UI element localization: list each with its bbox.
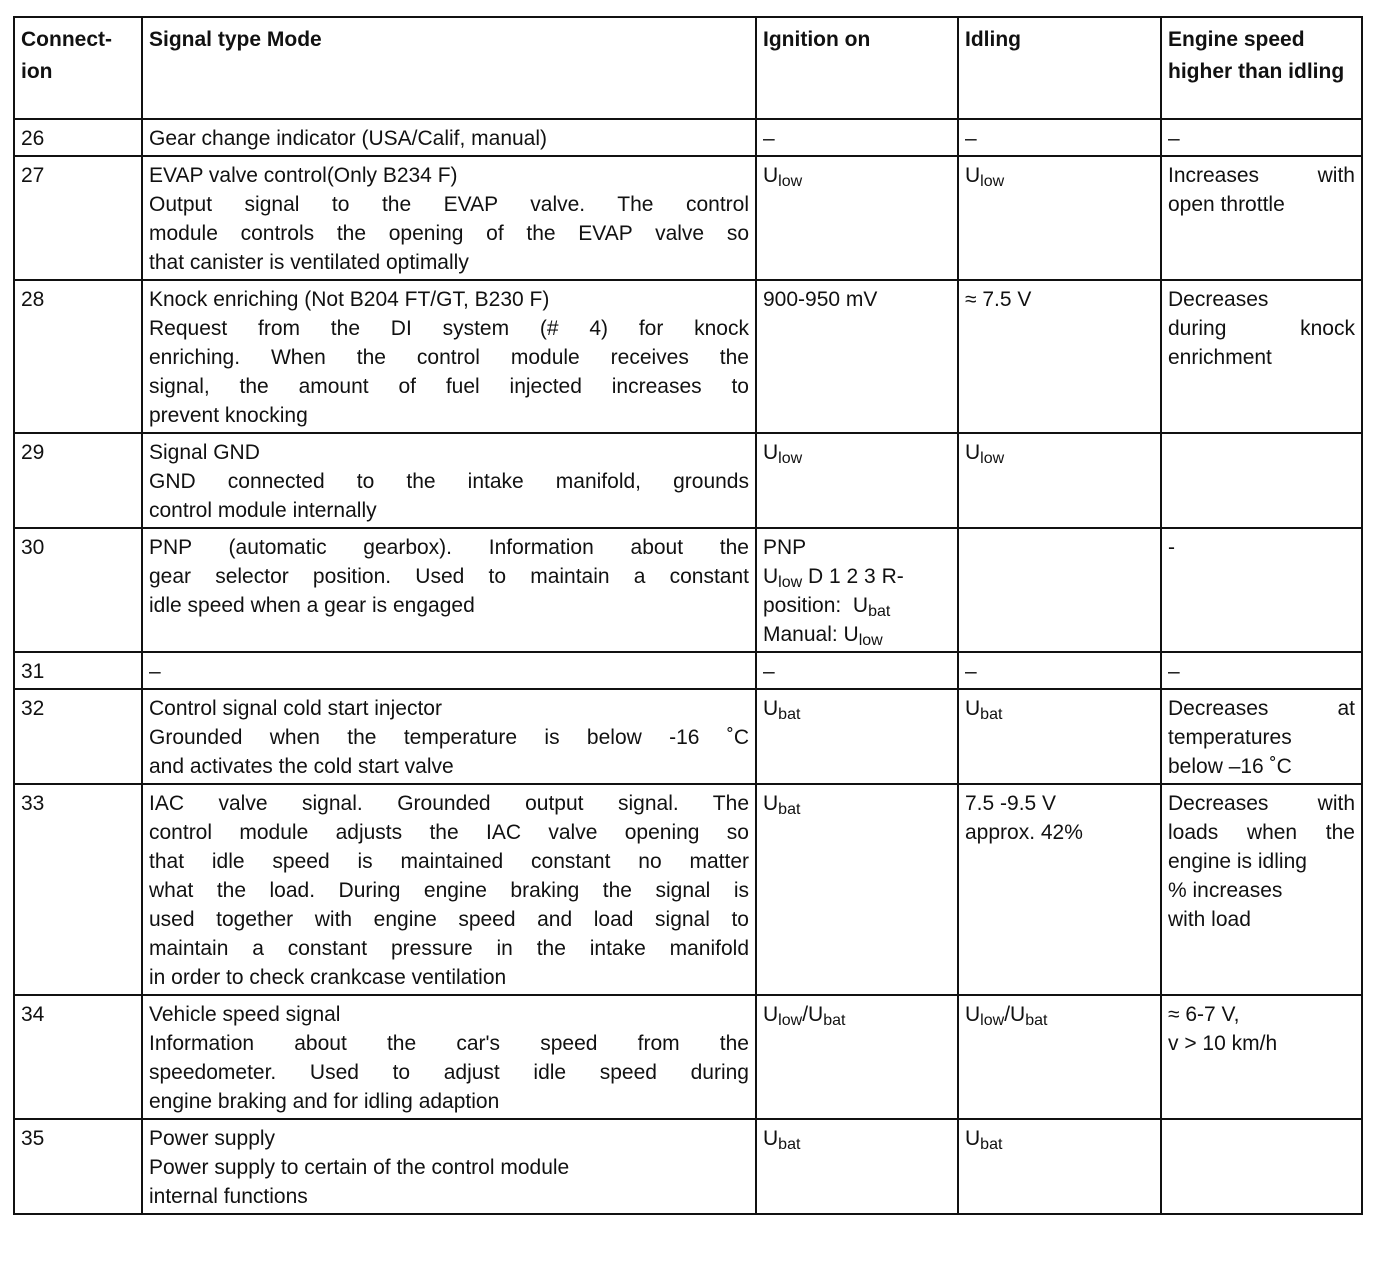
idling-cell: $U_{low}$ bbox=[958, 156, 1161, 280]
signal-description-cell: Control signal cold start injector Grounded when the temperature is below -16 ˚C and activates the cold start valve bbox=[142, 689, 756, 784]
connection-cell: 31 bbox=[14, 652, 142, 689]
table-row bbox=[14, 784, 1362, 995]
engine-speed-cell: – bbox=[1161, 652, 1362, 689]
connection-cell: 28 bbox=[14, 280, 142, 433]
header-connection: Connect- ion bbox=[14, 17, 142, 119]
table-row bbox=[14, 528, 1362, 652]
connection-cell: 30 bbox=[14, 528, 142, 652]
signal-description-cell: EVAP valve control(Only B234 F) Output signal to the EVAP valve. The control module controls the opening of the EVAP valve so that canister is ventilated optimally bbox=[142, 156, 756, 280]
ignition-on-cell: $U_{bat}$ bbox=[756, 784, 958, 995]
ignition-on-cell: $U_{low}$ bbox=[756, 156, 958, 280]
table-row bbox=[14, 156, 1362, 280]
signal-description-cell: IAC valve signal. Grounded output signal. The control module adjusts the IAC valve opening so that idle speed is maintained constant no matter what the load. During engine braking the signal is used together with engine speed and load signal to maintain a constant pressure in the intake manifold in order to check crankcase ventilation bbox=[142, 784, 756, 995]
idling-cell: 7.5 -9.5 V approx. 42% bbox=[958, 784, 1161, 995]
engine-speed-cell: - bbox=[1161, 528, 1362, 652]
idling-cell: – bbox=[958, 652, 1161, 689]
table-row bbox=[14, 995, 1362, 1119]
ignition-on-cell: $U_{low}$ bbox=[756, 433, 958, 528]
ignition-on-cell: $U_{bat}$ bbox=[756, 1119, 958, 1214]
ignition-on-cell: 900-950 mV bbox=[756, 280, 958, 433]
idling-cell bbox=[958, 528, 1161, 652]
idling-cell: $U_{low}/U_{bat}$ bbox=[958, 995, 1161, 1119]
table-row bbox=[14, 1119, 1362, 1214]
header-signal-type: Signal type Mode bbox=[142, 17, 756, 119]
engine-speed-cell: Decreases with loads when the engine is idling % increases with load bbox=[1161, 784, 1362, 995]
table-row bbox=[14, 652, 1362, 689]
signal-description-cell: Gear change indicator (USA/Calif, manual) bbox=[142, 119, 756, 156]
idling-cell: ≈ 7.5 V bbox=[958, 280, 1161, 433]
signal-description-cell: Knock enriching (Not B204 FT/GT, B230 F) Request from the DI system (# 4) for knock enriching. When the control module receives the signal, the amount of fuel injected increases to prevent knocking bbox=[142, 280, 756, 433]
signal-description-cell: – bbox=[142, 652, 756, 689]
idling-cell: – bbox=[958, 119, 1161, 156]
ignition-on-cell: – bbox=[756, 652, 958, 689]
header-ignition-on: Ignition on bbox=[756, 17, 958, 119]
signal-description-cell: Vehicle speed signal Information about the car's speed from the speedometer. Used to adjust idle speed during engine braking and for idling adaption bbox=[142, 995, 756, 1119]
table-row bbox=[14, 689, 1362, 784]
signal-description-cell: PNP (automatic gearbox). Information about the gear selector position. Used to maintain a constant idle speed when a gear is engaged bbox=[142, 528, 756, 652]
engine-speed-cell: – bbox=[1161, 119, 1362, 156]
engine-speed-cell: Decreases at temperatures below –16 ˚C bbox=[1161, 689, 1362, 784]
engine-speed-cell: Decreases during knock enrichment bbox=[1161, 280, 1362, 433]
engine-speed-cell: ≈ 6-7 V, v > 10 km/h bbox=[1161, 995, 1362, 1119]
ignition-on-cell: PNP $U_{low}$ D 1 2 3 R- position: $U_{bat}$ Manual: $U_{low}$ bbox=[756, 528, 958, 652]
table-row bbox=[14, 433, 1362, 528]
connection-cell: 35 bbox=[14, 1119, 142, 1214]
idling-cell: $U_{bat}$ bbox=[958, 689, 1161, 784]
engine-speed-cell bbox=[1161, 1119, 1362, 1214]
table-row bbox=[14, 280, 1362, 433]
connection-cell: 34 bbox=[14, 995, 142, 1119]
idling-cell: $U_{bat}$ bbox=[958, 1119, 1161, 1214]
table-row bbox=[14, 119, 1362, 156]
signal-description-cell: Signal GND GND connected to the intake manifold, grounds control module internally bbox=[142, 433, 756, 528]
ignition-on-cell: $U_{bat}$ bbox=[756, 689, 958, 784]
idling-cell: $U_{low}$ bbox=[958, 433, 1161, 528]
header-row bbox=[14, 17, 1362, 119]
header-engine-speed: Engine speed higher than idling bbox=[1161, 17, 1362, 119]
header-idling: Idling bbox=[958, 17, 1161, 119]
engine-speed-cell: Increases with open throttle bbox=[1161, 156, 1362, 280]
signal-description-cell: Power supply Power supply to certain of the control module internal functions bbox=[142, 1119, 756, 1214]
connection-cell: 29 bbox=[14, 433, 142, 528]
connection-cell: 26 bbox=[14, 119, 142, 156]
ignition-on-cell: $U_{low}/U_{bat}$ bbox=[756, 995, 958, 1119]
ignition-on-cell: – bbox=[756, 119, 958, 156]
connection-cell: 32 bbox=[14, 689, 142, 784]
connection-signal-table bbox=[13, 16, 1363, 1215]
engine-speed-cell bbox=[1161, 433, 1362, 528]
connection-cell: 27 bbox=[14, 156, 142, 280]
connection-cell: 33 bbox=[14, 784, 142, 995]
